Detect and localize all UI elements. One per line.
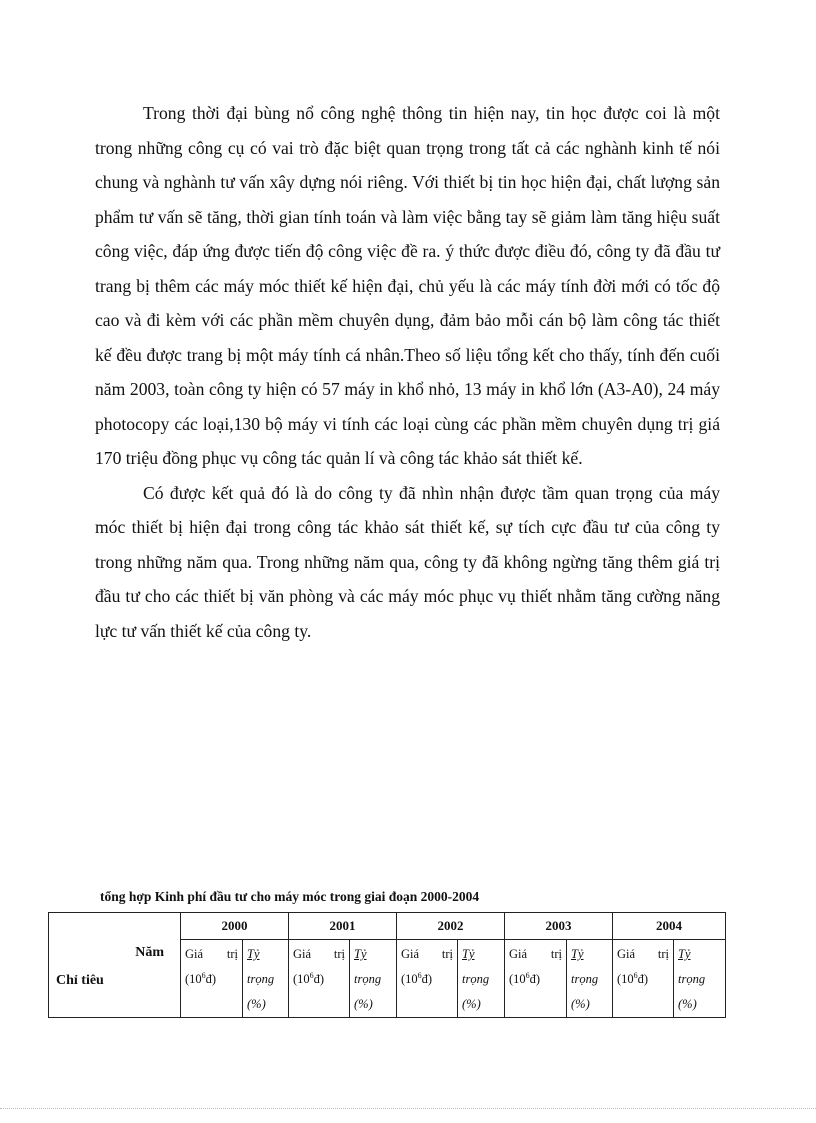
- year-header: 2001: [289, 913, 397, 940]
- share-label: Tỷ: [354, 947, 367, 961]
- year-header: 2004: [613, 913, 726, 940]
- value-unit: (10: [293, 972, 310, 986]
- share-header: [243, 940, 289, 1018]
- value-header: [397, 940, 458, 1018]
- share-header: [458, 940, 505, 1018]
- share-label: trọng: [678, 972, 706, 986]
- share-label: (%): [247, 997, 266, 1011]
- share-label: (%): [571, 997, 590, 1011]
- value-header: [181, 940, 243, 1018]
- value-label: trị: [333, 947, 345, 961]
- share-label: trọng: [247, 972, 275, 986]
- value-label: Giá: [401, 947, 420, 961]
- value-unit: (10: [509, 972, 526, 986]
- value-label: Giá: [185, 947, 204, 961]
- share-header: [350, 940, 397, 1018]
- value-unit: (10: [617, 972, 634, 986]
- share-label: Tỷ: [462, 947, 475, 961]
- share-label: (%): [462, 997, 481, 1011]
- year-header: 2003: [505, 913, 613, 940]
- value-unit-exponent: 6: [309, 970, 314, 980]
- share-header: [567, 940, 613, 1018]
- share-label: trọng: [571, 972, 599, 986]
- table-caption: tổng hợp Kinh phí đầu tư cho máy móc trong giai đoạn 2000-2004: [100, 889, 480, 904]
- year-header-row: [49, 913, 726, 940]
- value-label: trị: [226, 947, 238, 961]
- share-header: [674, 940, 726, 1018]
- corner-label-indicator: Chỉ tiêu: [56, 973, 104, 988]
- share-label: (%): [678, 997, 697, 1011]
- value-label: Giá: [617, 947, 636, 961]
- value-unit: đ): [313, 972, 325, 986]
- body-text: [95, 96, 720, 648]
- value-unit: đ): [637, 972, 649, 986]
- value-label: trị: [657, 947, 669, 961]
- value-unit: đ): [205, 972, 217, 986]
- share-label: trọng: [462, 972, 490, 986]
- value-unit: (10: [185, 972, 202, 986]
- value-unit: đ): [529, 972, 541, 986]
- value-unit-exponent: 6: [633, 970, 638, 980]
- value-header: [289, 940, 350, 1018]
- year-header: 2002: [397, 913, 505, 940]
- share-label: Tỷ: [247, 947, 260, 961]
- value-label: trị: [441, 947, 453, 961]
- year-header: 2000: [181, 913, 289, 940]
- value-unit-exponent: 6: [201, 970, 206, 980]
- share-label: (%): [354, 997, 373, 1011]
- value-label: Giá: [293, 947, 312, 961]
- value-label: trị: [550, 947, 562, 961]
- share-label: Tỷ: [678, 947, 691, 961]
- investment-table: [48, 912, 726, 1018]
- page-edge-divider: [0, 1108, 816, 1109]
- value-header: [613, 940, 674, 1018]
- value-label: Giá: [509, 947, 528, 961]
- share-label: Tỷ: [571, 947, 584, 961]
- value-unit-exponent: 6: [417, 970, 422, 980]
- value-header: [505, 940, 567, 1018]
- paragraph-1: Trong thời đại bùng nổ công nghệ thông tin hiện nay, tin học được coi là một trong những công cụ có vai trò đặc biệt quan trọng trong tất cả các nghành kinh tế nói chung và nghành tư vấn xây dựng nói riêng. Với thiết bị tin học hiện đại, chất lượng sản phẩm tư vấn sẽ tăng, thời gian tính toán và làm việc bằng tay sẽ giảm làm tăng hiệu suất công việc, đáp ứng được tiến độ công việc đề ra. ý thức được điều đó, công ty đã đầu tư trang bị thêm các máy móc thiết kế hiện đại, chủ yếu là các máy tính đời mới có tốc độ cao và đi kèm với các phần mềm chuyên dụng, đảm bảo mỗi cán bộ làm công tác thiết kế đều được trang bị một máy tính cá nhân.Theo số liệu tổng kết cho thấy, tính đến cuối năm 2003, toàn công ty hiện có 57 máy in khổ nhỏ, 13 máy in khổ lớn (A3-A0), 24 máy photocopy các loại,130 bộ máy vi tính các loại cùng các phần mềm chuyên dụng trị giá 170 triệu đồng phục vụ công tác quản lí và công tác khảo sát thiết kế.: [95, 103, 720, 468]
- share-label: trọng: [354, 972, 382, 986]
- value-unit-exponent: 6: [525, 970, 530, 980]
- corner-label-year: Năm: [135, 945, 164, 960]
- corner-cell: [49, 913, 181, 1018]
- value-unit: (10: [401, 972, 418, 986]
- value-unit: đ): [421, 972, 433, 986]
- paragraph-2: Có được kết quả đó là do công ty đã nhìn nhận được tầm quan trọng của máy móc thiết bị hiện đại trong công tác khảo sát thiết kế, sự tích cực đầu tư của công ty trong những năm qua. Trong những năm qua, công ty đã không ngừng tăng thêm giá trị đầu tư cho các thiết bị văn phòng và các máy móc phục vụ thiết nhằm tăng cường năng lực tư vấn thiết kế của công ty.: [95, 482, 720, 641]
